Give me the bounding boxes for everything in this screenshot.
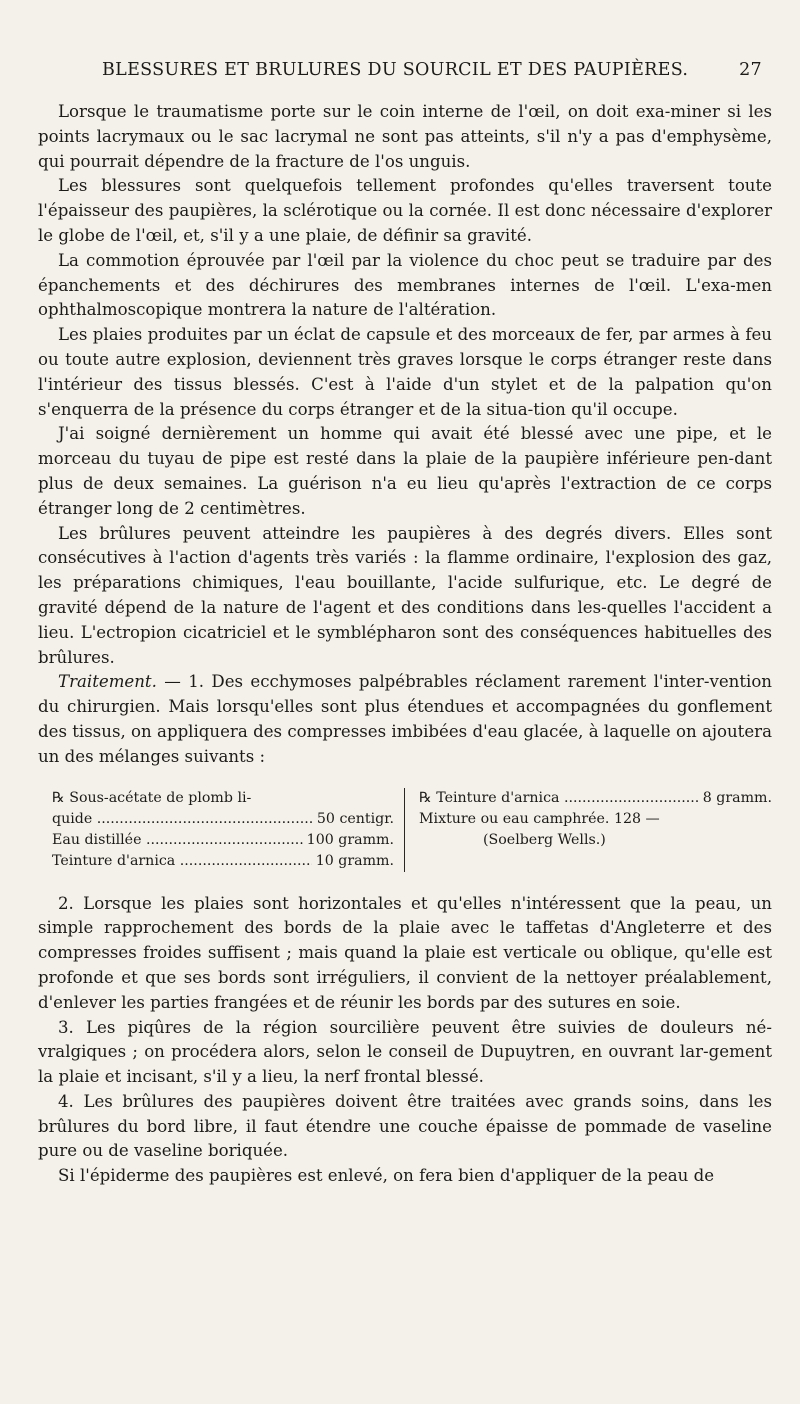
rx-source: (Soelberg Wells.) xyxy=(483,831,606,848)
prescriptions xyxy=(38,788,772,872)
rx-ingredient: ℞ Teinture d'arnica ..... xyxy=(419,788,699,809)
book-page xyxy=(0,60,800,1404)
rx-line xyxy=(52,830,394,851)
rx-line xyxy=(419,788,772,809)
rx-amount: 100 gramm. xyxy=(306,831,394,848)
page-number: 27 xyxy=(739,60,762,80)
paragraph: 3. Les piqûres de la région sourcilière peuvent être suivies de douleurs né-vralgiques ; on procédera alors, selon le conseil de Dupuytren, en ouvrant lar-gement la plaie et incisant, s'il y a lieu, la nerf frontal blessé. xyxy=(38,1017,772,1087)
running-head xyxy=(38,60,772,90)
traitement-heading: Traitement. xyxy=(58,672,157,692)
paragraph: Lorsque le traumatisme porte sur le coin interne de l'œil, on doit exa-miner si les points lacrymaux ou le sac lacrymal ne sont pas atteints, s'il n'y a pas d'emphysème, qui pourrait dépendre de la fracture de l'os unguis. xyxy=(38,102,772,171)
paragraph-traitement xyxy=(38,670,772,769)
paragraph: 2. Lorsque les plaies sont horizontales et qu'elles n'intéressent que la peau, un simple rapprochement des bords de la plaie avec le taffetas d'Angleterre et des compresses froides suffisent ; mais quand la plaie est verticale ou oblique, qu'elle est profonde et que ses bords sont irréguliers, il convient de la nettoyer préalablement, d'enlever les parties frangées et de réunir les bords par des sutures en soie. xyxy=(38,893,772,1012)
paragraph: J'ai soigné dernièrement un homme qui avait été blessé avec une pipe, et le morceau du tuyau de pipe est resté dans la plaie de la paupière inférieure pen-dant plus de deux semaines. La guérison n'a eu lieu qu'après l'extraction de ce corps étranger long de 2 centimètres. xyxy=(38,424,772,518)
rx-line: Mixture ou eau camphrée. 128 — xyxy=(419,810,660,827)
rx-amount: 8 gramm. xyxy=(702,789,772,806)
paragraph: 4. Les brûlures des paupières doivent être traitées avec grands soins, dans les brûlures du bord libre, il faut étendre une couche épaisse de pommade de vaseline pure ou de vaseline boriquée. xyxy=(38,1091,772,1161)
running-title: BLESSURES ET BRULURES DU SOURCIL ET DES PAUPIÈRES. xyxy=(102,60,689,80)
body-text xyxy=(38,100,772,1189)
prescription-right xyxy=(405,788,772,872)
rx-line: ℞ Sous-acétate de plomb li- xyxy=(52,789,252,806)
rx-ingredient: Eau distillée ..... xyxy=(52,830,303,851)
paragraph: La commotion éprouvée par l'œil par la violence du choc peut se traduire par des épanchements et des déchirures des membranes internes de l'œil. L'exa-men ophthalmoscopique montrera la nature de l'altération. xyxy=(38,250,772,320)
prescription-left xyxy=(38,788,405,872)
rx-line xyxy=(52,851,394,872)
rx-ingredient: quide ..... xyxy=(52,809,313,830)
paragraph: Les blessures sont quelquefois tellement profondes qu'elles traversent toute l'épaisseur des paupières, la sclérotique ou la cornée. Il est donc nécessaire d'explorer le globe de l'œil, et, s'il y a une plaie, de définir sa gravité. xyxy=(38,176,772,245)
rx-amount: 50 centigr. xyxy=(316,810,394,827)
paragraph: Si l'épiderme des paupières est enlevé, on fera bien d'appliquer de la peau de xyxy=(58,1166,715,1186)
rx-ingredient: Teinture d'arnica ..... xyxy=(52,851,312,872)
rx-line xyxy=(52,809,394,830)
paragraph: Les brûlures peuvent atteindre les paupières à des degrés divers. Elles sont consécutives à l'action d'agents très variés : la flamme ordinaire, l'explosion des gaz, les préparations chimiques, l'eau bouillante, l'acide sulfurique, etc. Le degré de gravité dépend de la nature de l'agent et des conditions dans les-quelles l'accident a lieu. L'ectropion cicatriciel et le symblépharon sont des conséquences habituelles des brûlures. xyxy=(38,523,772,667)
rx-amount: 10 gramm. xyxy=(315,852,394,869)
traitement-text: — 1. Des ecchymoses palpébrables réclament rarement l'inter-vention du chirurgien. Mais lorsqu'elles sont plus étendues et accompagnées du gonflement des tissus, on appliquera des compresses imbibées d'eau glacée, à laquelle on ajoutera un des mélanges suivants : xyxy=(38,672,772,766)
paragraph: Les plaies produites par un éclat de capsule et des morceaux de fer, par armes à feu ou toute autre explosion, deviennent très graves lorsque le corps étranger reste dans l'intérieur des tissus blessés. C'est à l'aide d'un stylet et de la palpation qu'on s'enquerra de la présence du corps étranger et de la situa-tion qu'il occupe. xyxy=(38,325,772,419)
